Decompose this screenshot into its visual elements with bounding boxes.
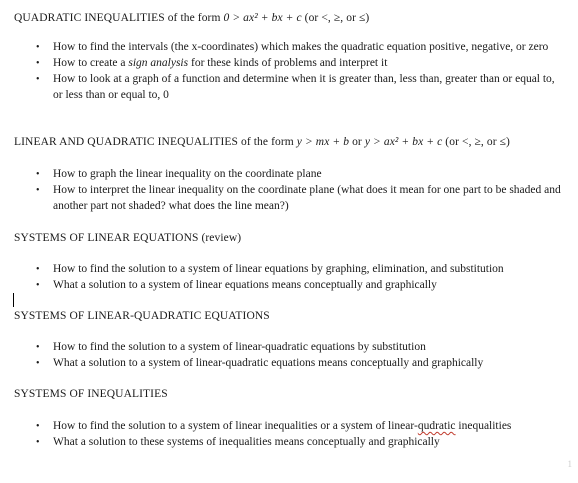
section-heading-systems-inequalities	[14, 388, 168, 400]
heading-text: SYSTEMS OF LINEAR EQUATIONS (review)	[14, 232, 242, 244]
list-item-italic-term: sign analysis	[128, 57, 189, 69]
list-item	[36, 356, 566, 372]
bullet-list-quadratic-inequalities	[36, 40, 566, 104]
bullet-list-systems-inequalities	[36, 419, 566, 451]
list-item-text: How to find the solution to a system of linear equations by graphing, elimination, and substitution	[53, 263, 504, 275]
bullet-icon: •	[36, 342, 40, 353]
list-item	[36, 340, 566, 356]
heading-text: SYSTEMS OF LINEAR-QUADRATIC EQUATIONS	[14, 310, 270, 322]
list-item	[36, 56, 566, 72]
list-item-text-tail: inequalities	[455, 420, 512, 432]
list-item-text-prefix: How to create a	[53, 57, 129, 69]
bullet-icon: •	[36, 169, 40, 180]
list-item	[36, 262, 566, 278]
bullet-icon: •	[36, 185, 40, 196]
list-item-text: How to look at a graph of a function and determine when it is greater than, less than, greater than or equal to, or less than or equal to, 0	[53, 73, 555, 101]
bullet-icon: •	[36, 358, 40, 369]
list-item-text: How to find the solution to a system of linear inequalities or a system of linear-	[53, 420, 418, 432]
section-heading-linear-quadratic-inequalities	[14, 136, 510, 148]
list-item-text: How to find the intervals (the x-coordinates) which makes the quadratic equation positive, negative, or zero	[53, 41, 549, 53]
list-item-text-suffix: for these kinds of problems and interpret it	[188, 57, 388, 69]
list-item	[36, 435, 566, 451]
bullet-list-systems-linear-quadratic	[36, 340, 566, 372]
bullet-icon: •	[36, 437, 40, 448]
list-item-text: What a solution to a system of linear equations means conceptually and graphically	[53, 279, 437, 291]
bullet-icon: •	[36, 280, 40, 291]
list-item	[36, 40, 566, 56]
bullet-icon: •	[36, 58, 40, 69]
page-number: 1	[567, 459, 572, 469]
list-item	[36, 72, 566, 103]
heading-math: 0 > ax² + bx + c	[223, 12, 302, 24]
heading-math-quadratic: y > ax² + bx + c	[364, 136, 443, 148]
bullet-icon: •	[36, 42, 40, 53]
bullet-icon: •	[36, 264, 40, 275]
section-heading-quadratic-inequalities	[14, 12, 369, 24]
heading-text: SYSTEMS OF INEQUALITIES	[14, 388, 168, 400]
bullet-icon: •	[36, 74, 40, 85]
list-item-text: How to find the solution to a system of linear-quadratic equations by substitution	[53, 341, 426, 353]
heading-text: LINEAR AND QUADRATIC INEQUALITIES of the form	[14, 136, 297, 148]
heading-suffix: (or <, ≥, or ≤)	[442, 136, 510, 148]
heading-math-linear: y > mx + b	[296, 136, 350, 148]
bullet-list-linear-quadratic-inequalities	[36, 167, 566, 215]
text-cursor[interactable]	[13, 293, 14, 307]
section-heading-systems-linear-quadratic	[14, 310, 270, 322]
list-item	[36, 419, 566, 435]
list-item-text: How to interpret the linear inequality on the coordinate plane (what does it mean for one part to be shaded and another part not shaded? what does the line mean?)	[53, 184, 561, 212]
bullet-icon: •	[36, 421, 40, 432]
list-item-text: What a solution to these systems of inequalities means conceptually and graphically	[53, 436, 440, 448]
list-item	[36, 167, 566, 183]
list-item	[36, 183, 566, 214]
heading-suffix: (or <, ≥, or ≤)	[301, 12, 370, 24]
list-item-text: What a solution to a system of linear-quadratic equations means conceptually and graphically	[53, 357, 484, 369]
heading-text: QUADRATIC INEQUALITIES of the form	[14, 12, 224, 24]
list-item-text: How to graph the linear inequality on the coordinate plane	[53, 168, 322, 180]
section-heading-systems-linear-equations	[14, 232, 241, 244]
misspelled-word[interactable]: qudratic	[417, 420, 456, 432]
list-item	[36, 278, 566, 294]
bullet-list-systems-linear-equations	[36, 262, 566, 294]
heading-connector: or	[349, 136, 365, 148]
